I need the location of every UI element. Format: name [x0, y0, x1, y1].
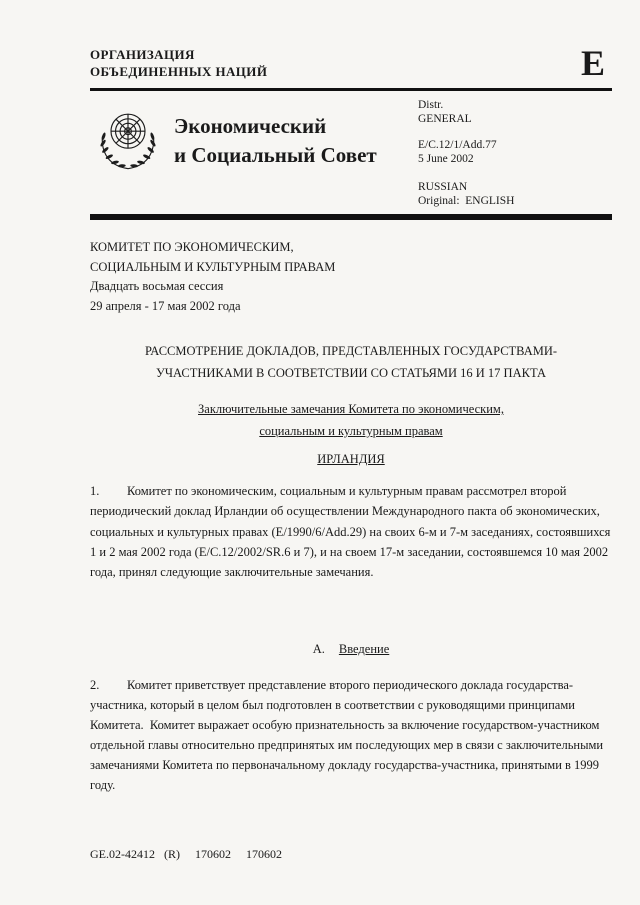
session-number: Двадцать восьмая сессия [90, 279, 224, 293]
paragraph-2-text: Комитет приветствует представление второго периодического доклада государства-участника, который в целом был подготовлен в соответствии с руководящими принципами Комитета. Комитет выражает особую признательность за включение государством-участником отдельной главы относительно предпринятых им последующих мер в связи с заключительными замечаниями Комитета по первоначальному докладу государства-участника, принятыми в 1999 году. [90, 678, 604, 792]
paragraph-1 [90, 481, 612, 582]
document-subtitle-line2: социальным и культурным правам [259, 424, 443, 438]
session-dates: 29 апреля - 17 мая 2002 года [90, 298, 241, 313]
un-emblem-icon [94, 100, 162, 184]
document-date: 5 June 2002 [418, 152, 474, 165]
paragraph-2 [90, 675, 612, 795]
masthead-divider-rule [90, 214, 612, 220]
document-title [90, 340, 612, 384]
distribution-block [418, 99, 514, 208]
section-a-title: Введение [338, 642, 390, 656]
document-reference-footer: GE.02-42412 (R) 170602 170602 [90, 847, 282, 861]
document-symbol: E/C.12/1/Add.77 [418, 139, 497, 151]
document-original-language: Original: ENGLISH [418, 194, 515, 207]
document-language: RUSSIAN [418, 181, 468, 193]
council-title [174, 112, 377, 170]
committee-block [90, 238, 612, 316]
council-title-line1: Экономический [174, 114, 327, 138]
document-subtitle-line1: Заключительные замечания Комитета по экономическим, [198, 402, 504, 416]
organization-name-line2: ОБЪЕДИНЕННЫХ НАЦИЙ [90, 64, 268, 79]
section-a-number: A. [312, 642, 325, 656]
organization-name-line1: ОРГАНИЗАЦИЯ [90, 47, 195, 62]
council-title-line2: и Социальный Совет [174, 143, 377, 167]
committee-name-line1: КОМИТЕТ ПО ЭКОНОМИЧЕСКИМ, [90, 240, 294, 254]
country-heading: ИРЛАНДИЯ [317, 452, 385, 466]
document-series-letter: E [581, 43, 606, 83]
distr-value: GENERAL [418, 112, 472, 125]
organization-name [90, 46, 267, 80]
committee-name-line2: СОЦИАЛЬНЫМ И КУЛЬТУРНЫМ ПРАВАМ [90, 259, 336, 274]
section-a-heading [90, 642, 612, 657]
distr-label: Distr. [418, 99, 444, 111]
paragraph-1-number: 1. [90, 484, 100, 498]
document-title-line2: УЧАСТНИКАМИ В СООТВЕТСТВИИ СО СТАТЬЯМИ 16 И 17 ПАКТА [156, 366, 546, 380]
paragraph-1-text: Комитет по экономическим, социальным и культурным правам рассмотрел второй периодический доклад Ирландии об осуществлении Международного пакта об экономических, социальных и культурных правах (E/1990/6/Add.29) на своих 6-м и 7-м заседаниях, состоявшихся 1 и 2 мая 2002 года (E/C.12/2002/SR.6 и 7), и на своем 17-м заседании, состоявшемся 10 мая 2002 года, принял следующие заключительные замечания. [90, 484, 611, 580]
paragraph-2-number: 2. [90, 678, 100, 692]
document-title-line1: РАССМОТРЕНИЕ ДОКЛАДОВ, ПРЕДСТАВЛЕННЫХ ГОСУДАРСТВАМИ- [144, 344, 558, 358]
header-divider-rule [90, 88, 612, 91]
document-subtitle [90, 398, 612, 442]
